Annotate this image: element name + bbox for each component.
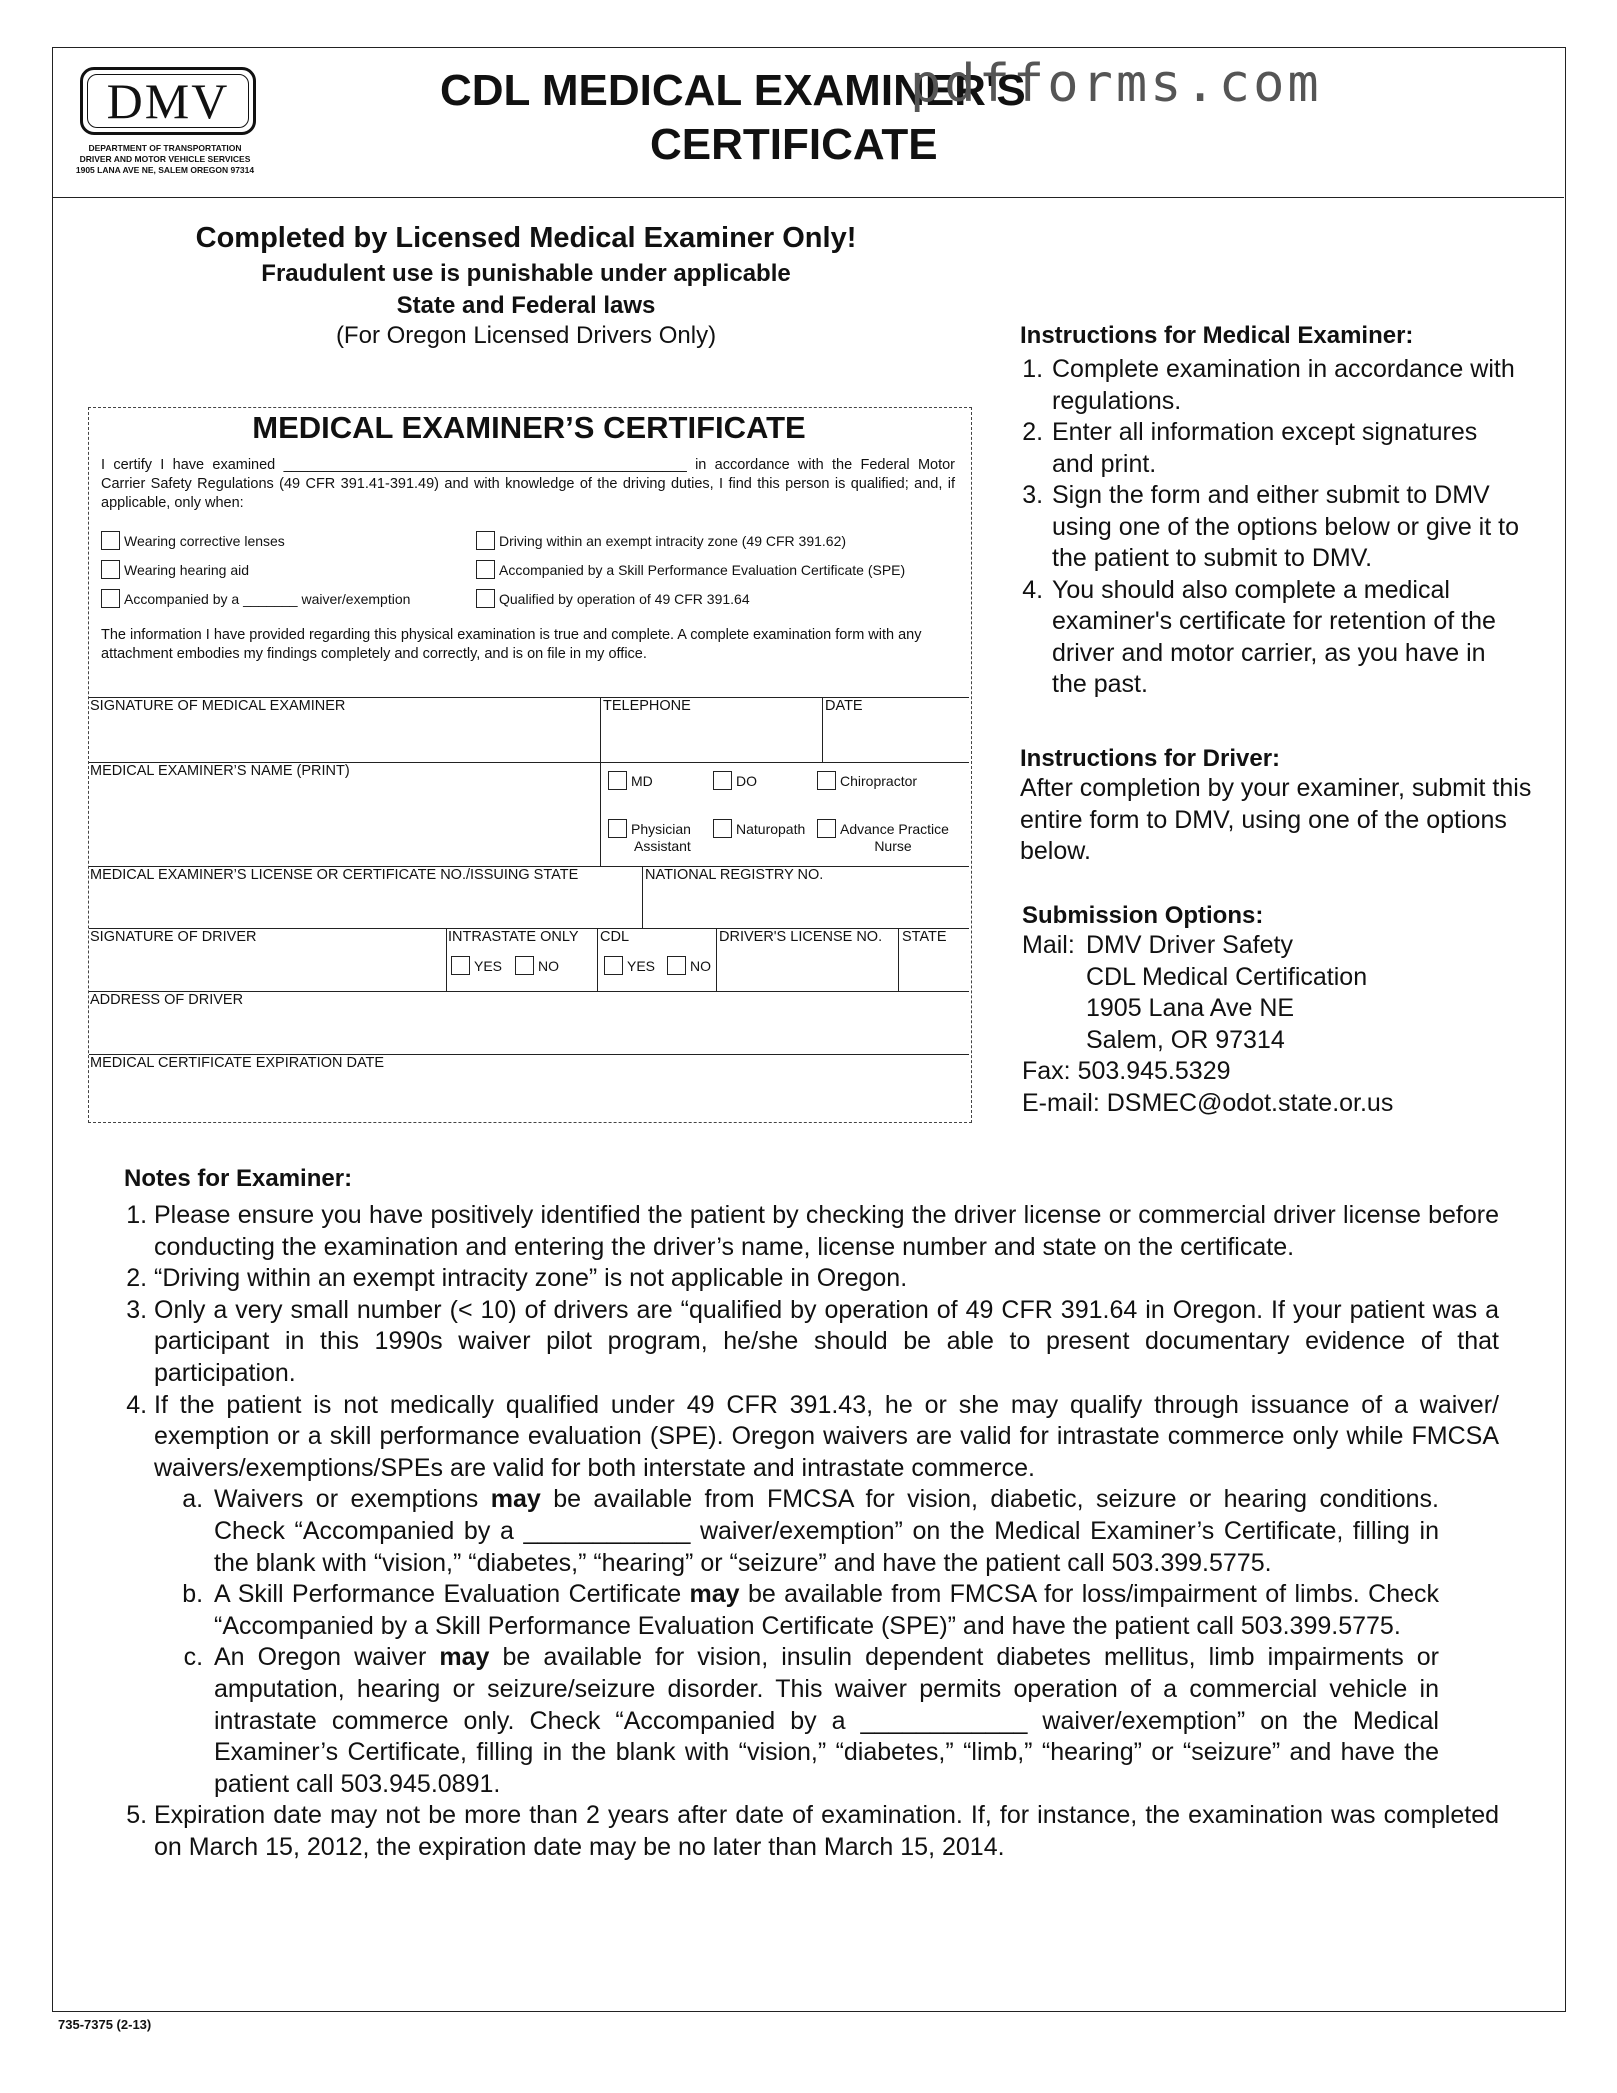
logo-line-3: 1905 LANA AVE NE, SALEM OREGON 97314 [75,165,255,175]
dmv-logo [80,67,256,135]
page-title-line-2: CERTIFICATE [650,120,938,169]
dl-no-field[interactable]: DRIVER'S LICENSE NO. [719,929,883,945]
header-divider [53,197,1564,198]
instructions-examiner [1020,322,1520,701]
corrective-lenses-checkbox[interactable] [101,531,120,550]
logo-line-2: DRIVER AND MOTOR VEHICLE SERVICES [79,154,251,164]
list-item: 4. You should also complete a medical examiner's certificate for retention of the driver and motor carrier, as you have in the past. [1050,575,1520,701]
logo-line-1: DEPARTMENT OF TRANSPORTATION [88,143,242,153]
mail-address: Mail: DMV Driver Safety CDL Medical Certification 1905 Lana Ave NE Salem, OR 97314 [1022,931,1368,1054]
rule [446,928,447,991]
rule [642,866,643,928]
intrastate-no-checkbox[interactable] [515,956,534,975]
list-item: 3. Sign the form and either submit to DMV using one of the options below or give it to the patient to submit to DMV. [1050,480,1520,575]
certify-statement: I certify I have examined __________________________________________________ in accordance with the Federal Motor Carrier Safety Regulations (49 CFR 391.41-391.49) and with knowledge of the driving duties, I find this person is qualified; and, if applicable, only when: [101,457,956,511]
submission-heading: Submission Options: [1022,902,1264,929]
note-1: 1. Please ensure you have positively identified the patient by checking the driver license or commercial driver license before conducting the examination and entering the driver’s name, license number and state on the certificate. [154,1200,1499,1263]
apn-checkbox[interactable] [817,819,836,838]
intrastate-no[interactable]: NO [515,956,559,975]
chiropractor-checkbox[interactable] [817,771,836,790]
rule [822,697,823,762]
attestation-text: The information I have provided regarding this physical examination is true and complete. A complete examination form with any attachment embodies my findings completely and correctly, and is on file in my office. [101,627,922,662]
note-3: 3. Only a very small number (< 10) of drivers are “qualified by operation of 49 CFR 391.64 in Oregon. If your patient was a participant in this 1990s waiver pilot program, he/she should be able to present documentary evidence of that participation. [154,1295,1499,1390]
credential-chiropractor[interactable]: Chiropractor [817,771,917,790]
md-checkbox[interactable] [608,771,627,790]
cdl-no[interactable]: NO [667,956,711,975]
physician-assistant-checkbox[interactable] [608,819,627,838]
form-number: 735-7375 (2-13) [58,2017,152,2032]
email-address[interactable]: E-mail: DSMEC@odot.state.or.us [1022,1088,1394,1117]
exempt-intracity-checkbox[interactable] [476,531,495,550]
rule [898,928,899,991]
notes-heading: Notes for Examiner: [124,1165,353,1192]
submission-options [1022,902,1542,1119]
fraud-warning: Fraudulent use is punishable under applicable [261,260,791,287]
address-field[interactable]: ADDRESS OF DRIVER [90,992,244,1008]
sig-driver-field[interactable]: SIGNATURE OF DRIVER [90,929,257,945]
notes-list [124,1200,1499,1863]
qualified-391-64-checkbox[interactable] [476,589,495,608]
do-checkbox[interactable] [713,771,732,790]
instructions-driver-text: After completion by your examiner, submit this entire form to DMV, using one of the options below. [1020,774,1532,865]
note-5: 5. Expiration date may not be more than 2 years after date of examination. If, for instance, the examination was completed on March 15, 2012, the expiration date may be no later than March 15, 2014. [154,1800,1499,1863]
instructions-examiner-list [1020,354,1520,701]
option-391-64[interactable]: Qualified by operation of 49 CFR 391.64 [476,589,750,608]
rule [716,928,717,991]
credential-md[interactable]: MD [608,771,653,790]
option-accompanied-waiver[interactable]: Accompanied by a _______ waiver/exemption [101,589,410,608]
instructions-driver-heading: Instructions for Driver: [1020,745,1281,772]
intrastate-yes[interactable]: YES [451,956,502,975]
cdl-label: CDL [600,929,630,945]
option-hearing-aid[interactable]: Wearing hearing aid [101,560,249,579]
telephone-field[interactable]: TELEPHONE [603,698,691,714]
examined-name-blank[interactable]: __________________________________________________ [283,457,687,473]
instructions-examiner-heading: Instructions for Medical Examiner: [1020,322,1414,349]
rule [600,697,601,866]
credential-physician-assistant[interactable]: Physician Assistant [608,819,691,854]
note-4c: c. An Oregon waiver may be available for vision, insulin dependent diabetes mellitus, limb impairments or amputation, hearing or seizure/seizure disorder. This waiver permits operation of a commercial vehicle in intrastate commerce only. Check “Accompanied by a ____________ waiver/exemption” on the Medical Examiner’s Certificate, filling in the blank with “vision,” “diabetes,” “limb,” “hearing” or “seizure” and have the patient call 503.945.0891. [210,1642,1439,1800]
license-no-field[interactable]: MEDICAL EXAMINER’S LICENSE OR CERTIFICATE NO./ISSUING STATE [90,867,579,883]
cdl-no-checkbox[interactable] [667,956,686,975]
examiner-name-field[interactable]: MEDICAL EXAMINER’S NAME (PRINT) [90,763,350,779]
credential-do[interactable]: DO [713,771,757,790]
watermark: pdfforms.com [910,54,1322,114]
option-spe[interactable]: Accompanied by a Skill Performance Evaluation Certificate (SPE) [476,560,905,579]
cdl-yes-checkbox[interactable] [604,956,623,975]
list-item: 2. Enter all information except signatures and print. [1050,417,1520,480]
registry-field[interactable]: NATIONAL REGISTRY NO. [645,867,824,883]
note-4a: a. Waivers or exemptions may be available from FMCSA for vision, diabetic, seizure or hearing conditions. Check “Accompanied by a ____________ waiver/exemption” on the Medical Examiner’s Certificate, filling in the blank with “vision,” “diabetes,” “hearing” or “seizure” and have the patient call 503.399.5775. [210,1484,1439,1579]
fax-number: Fax: 503.945.5329 [1022,1057,1231,1085]
option-exempt-intracity[interactable]: Driving within an exempt intracity zone (49 CFR 391.62) [476,531,846,550]
rule [597,928,598,991]
credential-naturopath[interactable]: Naturopath [713,819,805,838]
certificate-title: MEDICAL EXAMINER’S CERTIFICATE [252,410,806,445]
hearing-aid-checkbox[interactable] [101,560,120,579]
note-2: 2. “Driving within an exempt intracity zone” is not applicable in Oregon. [154,1263,1499,1295]
oregon-only-note: (For Oregon Licensed Drivers Only) [335,322,717,349]
expiration-field[interactable]: MEDICAL CERTIFICATE EXPIRATION DATE [90,1055,385,1071]
instructions-driver [1020,745,1540,868]
completed-by-heading: Completed by Licensed Medical Examiner Only! [195,222,857,254]
spe-checkbox[interactable] [476,560,495,579]
cdl-yes[interactable]: YES [604,956,655,975]
option-corrective-lenses[interactable]: Wearing corrective lenses [101,531,285,550]
note-4: 4. If the patient is not medically qualified under 49 CFR 391.43, he or she may qualify through issuance of a waiver/ exemption or a skill performance evaluation (SPE). Oregon waivers are valid for intrastate commerce only while FMCSA waivers/exemptions/SPEs are valid for both interstate and intrastate commerce. a. Waivers or exemptions may be available from FMCSA for vision, diabetic, seizure or hearing conditions. Check “Accompanied by a ____________ waiver/exemption” on the Medical Examiner’s Certificate, filling in the blank with “vision,” “diabetes,” “hearing” or “seizure” and have the patient call 503.399.5775. b. A Skill Performance Evaluation Certificate may be available from FMCSA for loss/impairment of limbs. Check “Accompanied by a Skill Performance Evaluation Certificate (SPE)” and have the patient call 503.399.5775. c. An Oregon waiver may be available for vision, insulin dependent diabetes mellitus, limb impairments or amputation, hearing or seizure/seizure disorder. This waiver permits operation of a commercial vehicle in intrastate commerce only. Check “Accompanied by a ____________ waiver/exemption” on the Medical Examiner’s Certificate, filling in the blank with “vision,” “diabetes,” “limb,” “hearing” or “seizure” and have the patient call 503.945.0891. [154,1390,1499,1801]
intrastate-yes-checkbox[interactable] [451,956,470,975]
note-4b: b. A Skill Performance Evaluation Certificate may be available from FMCSA for loss/impairment of limbs. Check “Accompanied by a Skill Performance Evaluation Certificate (SPE)” and have the patient call 503.399.5775. [210,1579,1439,1642]
sig-examiner-field[interactable]: SIGNATURE OF MEDICAL EXAMINER [90,698,346,714]
naturopath-checkbox[interactable] [713,819,732,838]
state-field[interactable]: STATE [902,929,947,945]
credential-apn[interactable]: Advance Practice Nurse [817,819,949,854]
page-title-line-1: CDL MEDICAL EXAMINER'S [440,66,1026,115]
laws-warning: State and Federal laws [396,292,656,319]
accompanied-waiver-checkbox[interactable] [101,589,120,608]
date-field[interactable]: DATE [825,698,863,714]
list-item: 1. Complete examination in accordance with regulations. [1050,354,1520,417]
dmv-logo-text: DMV [87,74,249,128]
intrastate-label: INTRASTATE ONLY [448,929,579,945]
